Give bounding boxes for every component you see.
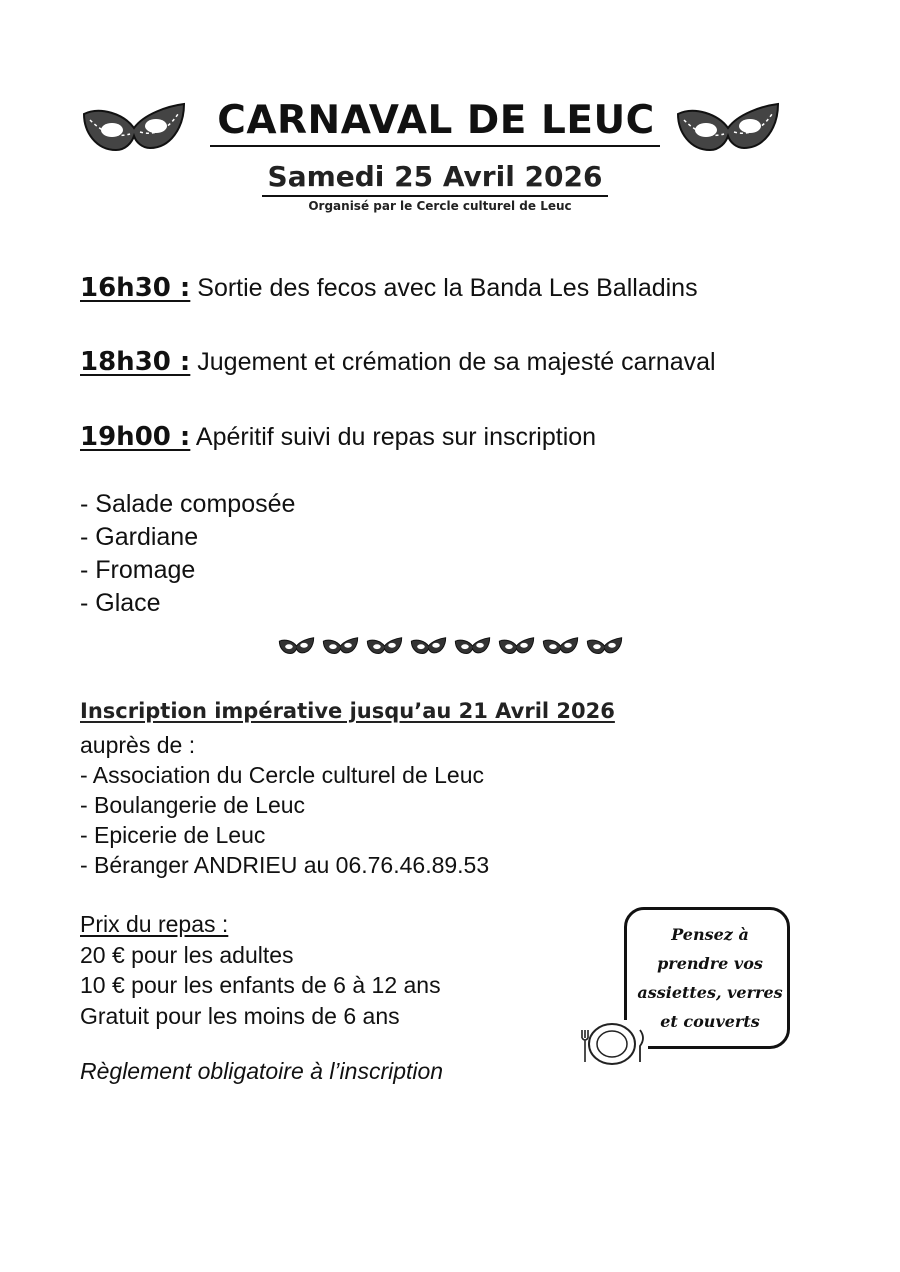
reminder-text [618,920,802,1036]
contact-item: - Béranger ANDRIEU au 06.76.46.89.53 [80,852,490,878]
plate-cutlery-icon [576,1020,648,1068]
reminder-line: Pensez à [671,925,749,944]
carnival-mask-icon-right [674,100,782,156]
menu-item: - Fromage [80,556,196,584]
carnival-mask-icon [322,634,359,658]
menu-item: - Gardiane [80,523,199,551]
menu-item: - Glace [80,589,161,617]
reminder-line: prendre vos [657,954,763,973]
carnival-mask-icon [410,634,447,658]
programme-time: 16h30 : [80,273,191,303]
price-section [80,909,441,1031]
contact-item: - Association du Cercle culturel de Leuc [80,762,484,788]
event-date: Samedi 25 Avril 2026 [267,160,603,193]
price-heading: Prix du repas : [80,911,229,937]
price-line: 20 € pour les adultes [80,941,294,968]
programme-text: Sortie des fecos avec la Banda Les Balladins [197,274,698,302]
contact-intro: auprès de : [80,732,196,758]
price-line: Gratuit pour les moins de 6 ans [80,1002,400,1029]
mask-divider [278,634,628,660]
inscription-heading: Inscription impérative jusqu’au 21 Avril 2026 [80,699,615,723]
carnival-mask-icon [278,634,315,658]
reminder-line: et couverts [660,1012,760,1031]
page-title: CARNAVAL DE LEUC [217,98,655,143]
payment-note: Règlement obligatoire à l’inscription [80,1058,444,1084]
menu-list [80,488,295,620]
price-line: 10 € pour les enfants de 6 à 12 ans [80,972,441,998]
programme-text: Apéritif suivi du repas sur inscription [195,423,597,451]
menu-item: - Salade composée [80,490,296,518]
date-underline [262,195,608,197]
reminder-line: assiettes, verres [637,983,783,1002]
carnival-mask-icon [542,634,579,658]
organizer-line: Organisé par le Cercle culturel de Leuc [308,199,572,213]
carnival-mask-icon [454,634,491,658]
carnival-mask-icon [498,634,535,658]
programme-item [80,273,698,303]
carnival-mask-icon [366,634,403,658]
programme-item [80,347,716,377]
title-underline [210,145,660,147]
contact-item: - Epicerie de Leuc [80,822,266,848]
contact-list [80,730,489,880]
contact-item: - Boulangerie de Leuc [80,792,306,818]
carnival-mask-icon [586,634,623,658]
carnival-mask-icon-left [80,100,188,156]
programme-text: Jugement et crémation de sa majesté carnaval [197,348,716,376]
programme-item [80,422,596,452]
programme-time: 19h00 : [80,422,191,452]
programme-time: 18h30 : [80,347,191,377]
